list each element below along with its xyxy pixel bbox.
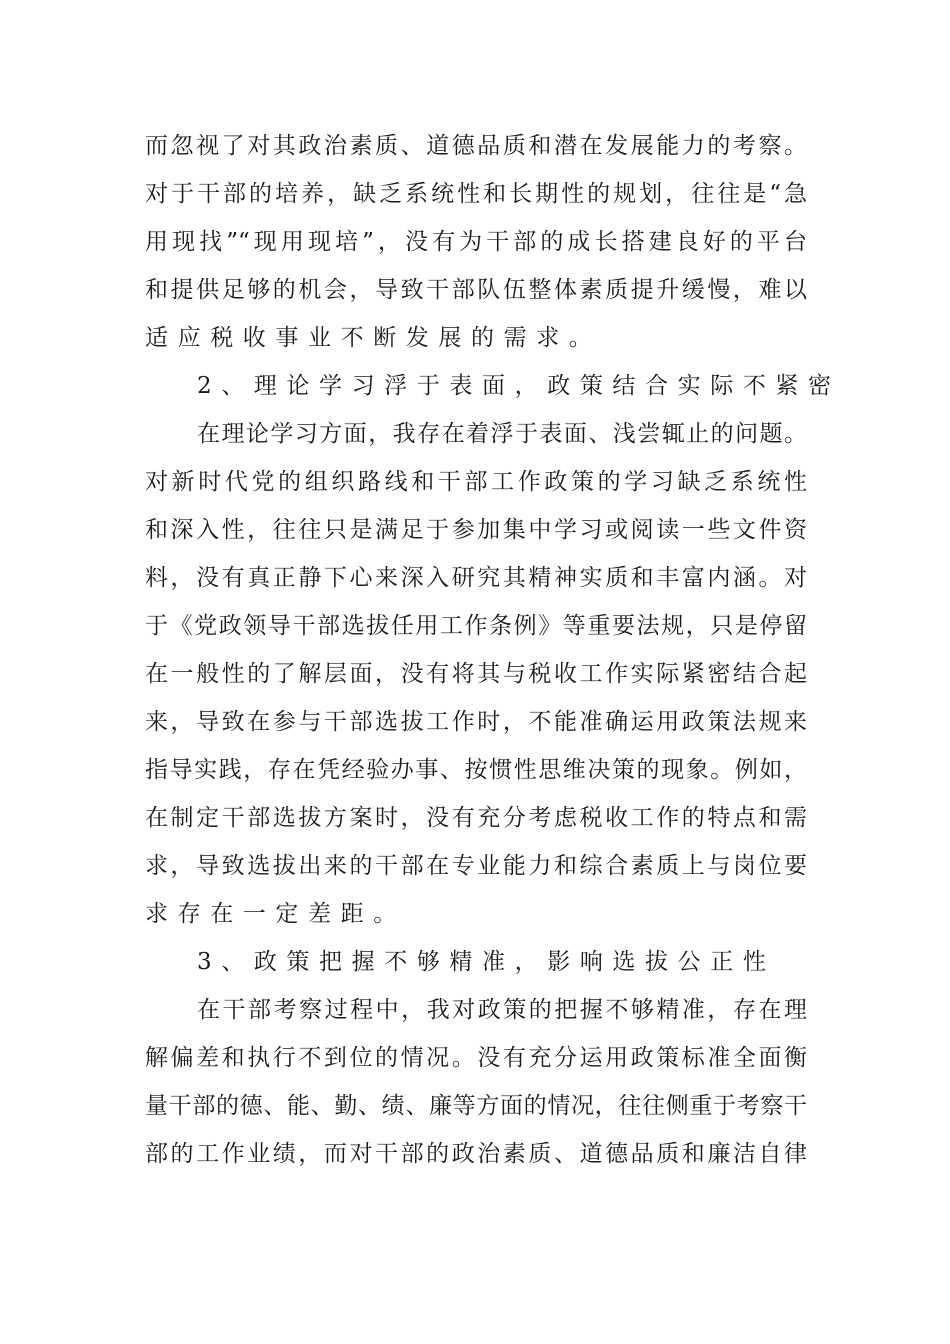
body-line: 量干部的德、能、勤、绩、廉等方面的情况，往往侧重于考察干 bbox=[145, 1093, 807, 1119]
body-line: 在制定干部选拔方案时，没有充分考虑税收工作的特点和需 bbox=[145, 805, 807, 831]
paragraph-start-line: 在理论学习方面，我存在着浮于表面、浅尝辄止的问题。 bbox=[197, 421, 807, 447]
body-line: 料，没有真正静下心来深入研究其精神实质和丰富内涵。对 bbox=[145, 565, 807, 591]
body-line: 对新时代党的组织路线和干部工作政策的学习缺乏系统性 bbox=[145, 469, 807, 495]
section-heading-2: 2、理论学习浮于表面，政策结合实际不紧密 bbox=[197, 373, 841, 399]
body-line: 而忽视了对其政治素质、道德品质和潜在发展能力的考察。 bbox=[145, 133, 807, 159]
body-line: 和提供足够的机会，导致干部队伍整体素质提升缓慢，难以 bbox=[145, 277, 807, 303]
section-heading-3: 3、政策把握不够精准，影响选拔公正性 bbox=[197, 949, 776, 975]
body-line: 指导实践，存在凭经验办事、按惯性思维决策的现象。例如， bbox=[145, 757, 807, 783]
body-line: 用现找”“现用现培”，没有为干部的成长搭建良好的平台 bbox=[145, 229, 807, 255]
body-line: 部的工作业绩，而对干部的政治素质、道德品质和廉洁自律 bbox=[145, 1141, 807, 1167]
body-line: 求，导致选拔出来的干部在专业能力和综合素质上与岗位要 bbox=[145, 853, 807, 879]
body-line: 来，导致在参与干部选拔工作时，不能准确运用政策法规来 bbox=[145, 709, 807, 735]
paragraph-start-line: 在干部考察过程中，我对政策的把握不够精准，存在理 bbox=[197, 997, 807, 1023]
body-line: 求存在一定差距。 bbox=[145, 901, 406, 927]
body-line: 适应税收事业不断发展的需求。 bbox=[145, 325, 602, 351]
body-line: 对于干部的培养，缺乏系统性和长期性的规划，往往是“急 bbox=[145, 181, 807, 207]
body-line: 解偏差和执行不到位的情况。没有充分运用政策标准全面衡 bbox=[145, 1045, 807, 1071]
body-line: 于《党政领导干部选拔任用工作条例》等重要法规，只是停留 bbox=[145, 613, 807, 639]
document-page bbox=[145, 122, 841, 1178]
body-line: 在一般性的了解层面，没有将其与税收工作实际紧密结合起 bbox=[145, 661, 807, 687]
body-line: 和深入性，往往只是满足于参加集中学习或阅读一些文件资 bbox=[145, 517, 807, 543]
